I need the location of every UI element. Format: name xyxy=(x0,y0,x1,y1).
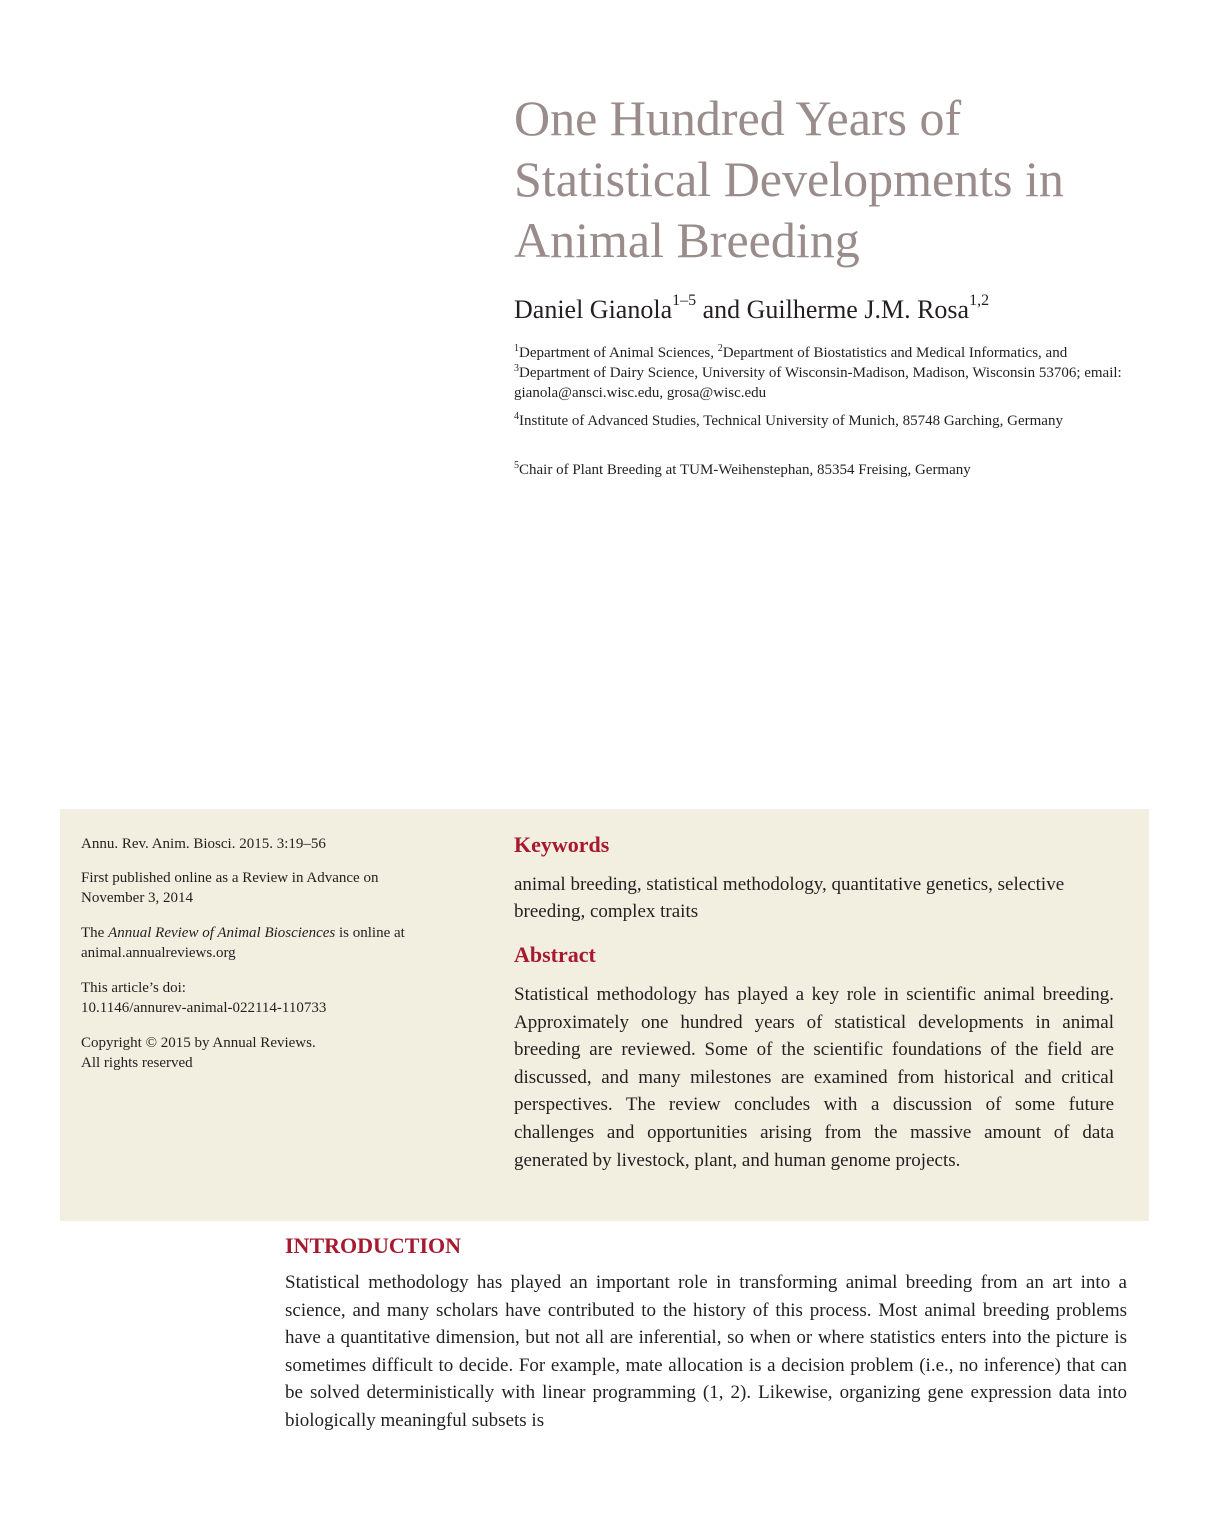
journal-online-note xyxy=(81,923,441,963)
introduction-heading: INTRODUCTION xyxy=(285,1233,462,1258)
affiliation-block-4 xyxy=(514,411,1134,431)
citation: Annu. Rev. Anim. Biosci. 2015. 3:19–56 xyxy=(81,836,326,852)
abstract-text: Statistical methodology has played a key role in scientific animal breeding. Approximately one hundred years of statistical developments in animal breeding are reviewed. Some of the scientific foundations of the field are discussed, and many milestones are examined from historical and critical perspectives. The review concludes with a discussion of some future challenges and opportunities arising from the massive amount of data generated by livestock, plant, and human genome projects. xyxy=(514,984,1114,1171)
doi-block xyxy=(81,978,441,1018)
doi-value: 10.1146/annurev-animal-022114-110733 xyxy=(81,1000,327,1016)
affiliation-text: Chair of Plant Breeding at TUM-Weihenstephan, 85354 Freising, Germany xyxy=(519,462,971,478)
affiliation-text: Institute of Advanced Studies, Technical University of Munich, 85748 Garching, Germany xyxy=(519,413,1063,429)
affiliation-text: Department of Animal Sciences, xyxy=(519,345,714,361)
affiliation-marker: 1 xyxy=(514,343,519,354)
author-superscript: 1–5 xyxy=(672,292,697,310)
keywords-text: animal breeding, statistical methodology, quantitative genetics, selective breeding, complex traits xyxy=(514,874,1065,922)
affiliation-marker: 3 xyxy=(514,363,519,374)
affiliation-block-5 xyxy=(514,460,1134,480)
affiliation-block-1 xyxy=(514,343,1134,403)
affiliation-marker: 5 xyxy=(514,460,519,471)
abstract-heading: Abstract xyxy=(514,942,596,967)
first-published: First published online as a Review in Advance on November 3, 2014 xyxy=(81,870,379,906)
author-line xyxy=(514,292,1154,328)
author-superscript: 1,2 xyxy=(969,292,990,310)
introduction-text: Statistical methodology has played an important role in transforming animal breeding from an art into a science, and many scholars have contributed to the history of this process. Most animal breeding problems have a quantitative dimension, but not all are inferential, so when or where statistics enters into the picture is sometimes difficult to decide. For example, mate allocation is a decision problem (i.e., no inference) that can be solved deterministically with linear programming (1, 2). Likewise, organizing gene expression data into biologically meaningful subsets is xyxy=(285,1272,1127,1431)
author-name: Guilherme J.M. Rosa xyxy=(746,295,970,324)
affiliation-marker: 2 xyxy=(717,343,723,354)
journal-name: Annual Review of Animal Biosciences xyxy=(108,925,336,941)
author-name: Daniel Gianola xyxy=(514,295,673,324)
rights: All rights reserved xyxy=(81,1055,193,1071)
author-conjunction: and xyxy=(702,295,741,324)
affiliation-marker: 4 xyxy=(514,411,519,422)
journal-online-suffix: is online at animal.annualreviews.org xyxy=(81,925,405,961)
affiliation-text: Department of Biostatistics and Medical Informatics, and xyxy=(722,345,1068,361)
affiliation-text: Department of Dairy Science, University of Wisconsin-Madison, Madison, Wisconsin 53706; email: gianola@ansci.wisc.edu, grosa@wisc.edu xyxy=(514,365,1122,401)
article-title: One Hundred Years of Statistical Developments in Animal Breeding xyxy=(514,90,1064,268)
doi-label: This article’s doi: xyxy=(81,980,186,996)
keywords-heading: Keywords xyxy=(514,832,610,857)
journal-online-prefix: The xyxy=(81,925,105,941)
copyright-block xyxy=(81,1033,441,1073)
copyright: Copyright © 2015 by Annual Reviews. xyxy=(81,1035,316,1051)
